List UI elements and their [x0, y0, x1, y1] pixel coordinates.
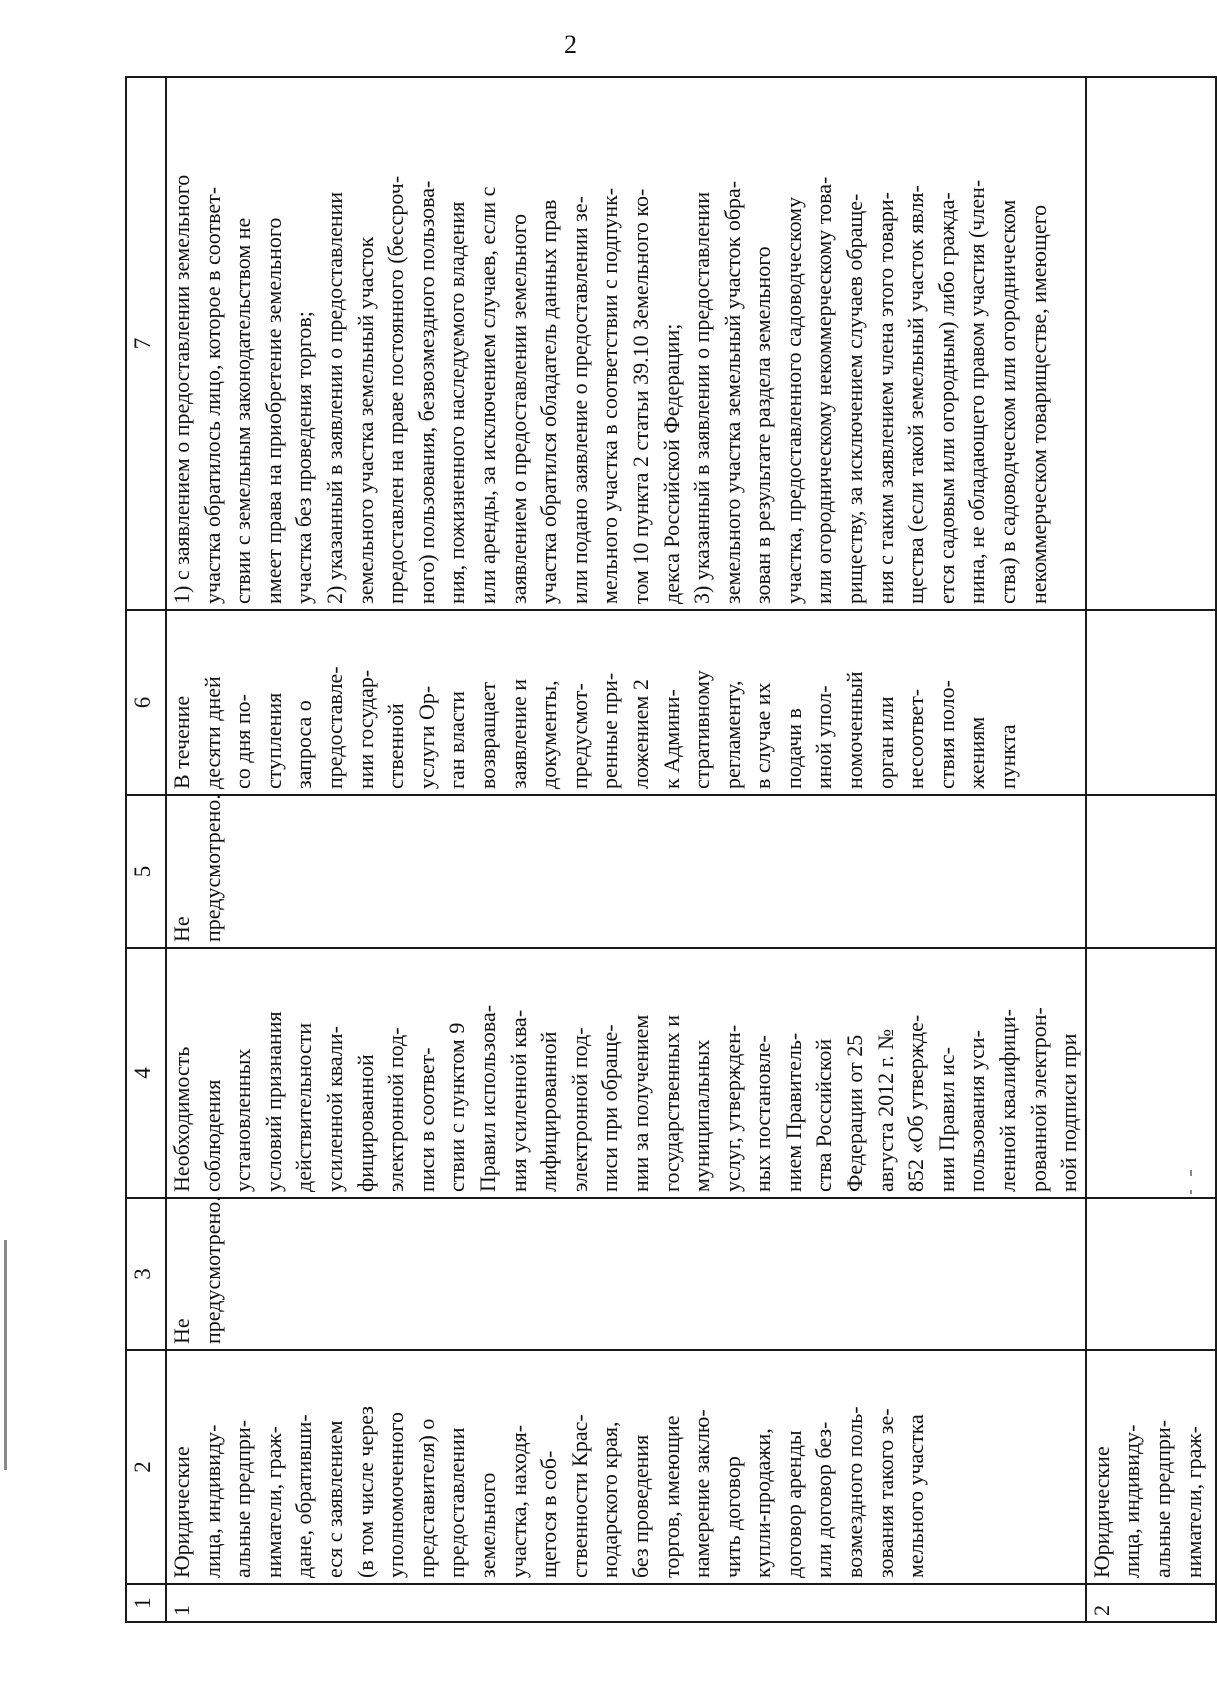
text-line: ния усиленной ква-	[505, 1009, 531, 1192]
text-line: без проведения	[627, 1434, 653, 1578]
column-3-cell	[1086, 1198, 1216, 1350]
text-line: ствия поло-	[933, 680, 959, 789]
text-line: мельного участка в соответствии с подпунк-	[597, 187, 623, 604]
text-line: нием Правитель-	[780, 1032, 806, 1192]
text-line: номоченный	[842, 671, 868, 789]
text-line: подачи в	[780, 708, 806, 789]
text-line: орган или	[872, 696, 898, 789]
text-line: имеет права на приобретение земельного	[260, 217, 286, 604]
text-line: пункта	[995, 724, 1021, 789]
text-line: зования такого зе-	[872, 1408, 898, 1578]
text-line: купли-продажи,	[750, 1428, 776, 1578]
text-line: участка, находя-	[505, 1424, 531, 1578]
text-line: лица, индивиду-	[199, 1424, 225, 1578]
text-line: участка без проведения торгов;	[291, 311, 317, 604]
text-line: участка обратилось лицо, которое в соответ-	[199, 186, 225, 604]
text-line: регламенту,	[719, 680, 745, 789]
text-line: мельного участка	[903, 1414, 929, 1578]
text-line: или огородническому некоммерческому това-	[811, 176, 837, 604]
text-line: ства) в садоводческом или огородническом	[995, 199, 1021, 604]
text-line: ного) пользования, безвозмездного пользова-	[413, 180, 439, 604]
column-header: 2	[126, 1350, 166, 1584]
text-line: нина, не обладающего правом участия (член-	[964, 179, 990, 604]
text-line: земельного участка земельный участок обра-	[719, 180, 745, 604]
text-line: ган власти	[444, 690, 470, 789]
text-line: договор аренды	[780, 1430, 806, 1578]
text-line: лица, индивиду-	[1119, 1424, 1145, 1578]
scan-edge-mark	[4, 1240, 7, 1470]
text-line: августа 2012 г. №	[872, 1028, 898, 1192]
column-header: 7	[126, 77, 166, 610]
text-line: Не	[169, 1318, 194, 1344]
text-line: декса Российской Федерации;	[658, 323, 684, 604]
text-line: участка, предоставленного садоводческому	[780, 196, 806, 604]
text-line: предоставлен на праве постоянного (бессроч-	[383, 175, 409, 604]
text-line: ния с таким заявлением члена этого товари-	[872, 192, 898, 604]
text-line: соблюдения	[199, 1079, 225, 1192]
text-line: нодарского края,	[597, 1421, 623, 1578]
applicants-cell	[1086, 1350, 1216, 1584]
text-line: Не	[169, 916, 194, 942]
text-line: Правил использова-	[474, 1004, 500, 1192]
text-line: возвращает	[474, 681, 500, 789]
text-line: зован в результате раздела земельного	[750, 246, 776, 604]
text-line: ственной	[383, 703, 409, 789]
text-line: 2) указанный в заявлении о предоставлении	[321, 191, 347, 604]
text-line: государственных и	[658, 1014, 684, 1192]
text-line: ственности Крас-	[566, 1414, 592, 1578]
column-header: 6	[126, 610, 166, 795]
text-line: ния, пожизненного наследуемого владения	[444, 201, 470, 604]
text-line: фицированной	[352, 1054, 378, 1192]
text-line: ствии с земельным законодательством не	[230, 217, 256, 604]
text-line: чить договор	[719, 1456, 745, 1578]
text-line: Юридические	[1088, 1446, 1114, 1578]
text-line: представителя) о	[413, 1418, 439, 1578]
text-line: к Админи-	[658, 689, 684, 789]
text-line: ства Российской	[811, 1038, 837, 1192]
column-7-cell	[166, 77, 1086, 610]
column-header: 1	[126, 1584, 166, 1622]
text-line: ленной квалифици-	[995, 1009, 1021, 1192]
text-line: уполномоченного	[383, 1411, 409, 1578]
text-line: 1) с заявлением о предоставлении земельного	[169, 174, 194, 604]
text-line: ренные при-	[597, 672, 623, 789]
text-line: дане, обративши-	[291, 1414, 317, 1578]
text-line: или договор без-	[811, 1421, 837, 1578]
text-line: участка обратился обладатель данных прав	[536, 199, 562, 604]
column-header: 4	[126, 948, 166, 1198]
text-line: земельного	[474, 1472, 500, 1578]
text-line: торгов, имеющие	[658, 1415, 684, 1578]
text-line: лифицированной	[536, 1031, 562, 1192]
text-line: усиленной квали-	[321, 1026, 347, 1192]
text-line: еся с заявлением	[321, 1420, 347, 1578]
text-line: заявлением о предоставлении земельного	[505, 213, 531, 604]
text-line: 3) указанный в заявлении о предоставлении	[689, 191, 715, 604]
text-line: ниматели, граж-	[1180, 1426, 1206, 1578]
text-line: щегося в соб-	[536, 1450, 562, 1578]
text-line: со дня по-	[230, 694, 256, 789]
column-number-row	[126, 77, 166, 1622]
text-line: писи в соответ-	[413, 1047, 439, 1192]
text-line: рованной электрон-	[1025, 1007, 1051, 1192]
text-line: ных постановле-	[750, 1035, 776, 1192]
column-4-cell	[1086, 948, 1216, 1198]
text-line: (в том числе через	[352, 1406, 378, 1578]
column-7-cell	[1086, 77, 1216, 610]
column-3-cell	[166, 1198, 1086, 1350]
row-number-cell: 2	[1086, 1584, 1216, 1622]
applicants-cell	[166, 1350, 1086, 1584]
text-line: муниципальных	[689, 1039, 715, 1192]
text-line: предусмотрено.	[199, 794, 225, 942]
text-line: десяти дней	[199, 676, 225, 789]
page-number: 2	[564, 30, 577, 59]
text-line: стративному	[689, 670, 715, 789]
column-header: 3	[126, 1198, 166, 1350]
text-line: альные предпри-	[1150, 1419, 1175, 1578]
text-line: жениям	[964, 716, 990, 789]
text-line: предоставле-	[321, 666, 347, 789]
text-line: иной упол-	[811, 685, 837, 789]
text-line: некоммерческом товариществе, имеющего	[1025, 204, 1051, 604]
text-line: нии государ-	[352, 669, 378, 789]
column-5-cell	[166, 795, 1086, 948]
text-line: ложением 2	[627, 679, 653, 789]
text-line: писи при обраще-	[597, 1024, 623, 1192]
table-row	[1086, 77, 1216, 1622]
text-line: В течение	[169, 695, 194, 789]
text-line: ствии с пунктом 9	[444, 1022, 470, 1192]
text-line: 852 «Об утвержде-	[903, 1014, 929, 1192]
rotated-table-wrapper	[125, 78, 1206, 1623]
text-line: Федерации от 25	[842, 1034, 868, 1192]
text-line: услуги Ор-	[413, 685, 439, 789]
text-line: в случае их	[750, 682, 776, 789]
text-line: нии Правил ис-	[933, 1047, 959, 1192]
text-line: пользования уси-	[964, 1030, 990, 1192]
text-line: или подано заявление о предоставлении зе-	[566, 196, 592, 604]
text-line: предоставлении	[444, 1427, 470, 1578]
text-line: ной подписи при	[1056, 1033, 1082, 1192]
text-line: условий признания	[260, 1011, 286, 1192]
text-line: услуг, утвержден-	[719, 1024, 745, 1192]
text-line: запроса о	[291, 700, 317, 789]
text-line: ется садовым или огородным) либо гражда-	[933, 192, 959, 604]
text-line: электронной под-	[566, 1027, 592, 1192]
text-line: действительности	[291, 1022, 317, 1192]
text-line: документы,	[536, 680, 562, 789]
text-line: том 10 пункта 2 статьи 39.10 Земельного ко-	[627, 188, 653, 604]
text-line: щества (если такой земельный участок явля-	[903, 185, 929, 604]
text-line: риществу, за исключением случаев обраще-	[842, 193, 868, 604]
text-line: нии за получением	[627, 1014, 653, 1192]
text-line: альные предпри-	[230, 1419, 256, 1578]
text-line: электронной под-	[383, 1027, 409, 1192]
column-5-cell	[1086, 795, 1216, 948]
column-header: 5	[126, 795, 166, 948]
table-row	[166, 77, 1086, 1622]
row-number-cell: 1	[166, 1584, 1086, 1622]
services-table	[125, 76, 1217, 1623]
text-line: намерение заклю-	[689, 1409, 715, 1578]
text-line: предусмотрено.	[199, 1196, 225, 1344]
text-line: земельного участка земельный участок	[352, 236, 378, 604]
text-line: ниматели, граж-	[260, 1426, 286, 1578]
text-line: несоответ-	[903, 688, 929, 789]
text-line: Юридические	[169, 1446, 194, 1578]
text-line: возмездного поль-	[842, 1406, 868, 1578]
text-line: предусмот-	[566, 683, 592, 789]
column-6-cell	[166, 610, 1086, 795]
text-line: или аренды, за исключением случаев, если с	[474, 186, 500, 604]
column-6-cell	[1086, 610, 1216, 795]
text-line: ступления	[260, 692, 286, 789]
text-line: Необходимость	[169, 1046, 194, 1192]
column-4-cell	[166, 948, 1086, 1198]
text-line: установленных	[230, 1048, 256, 1192]
text-line: заявление и	[505, 679, 531, 789]
